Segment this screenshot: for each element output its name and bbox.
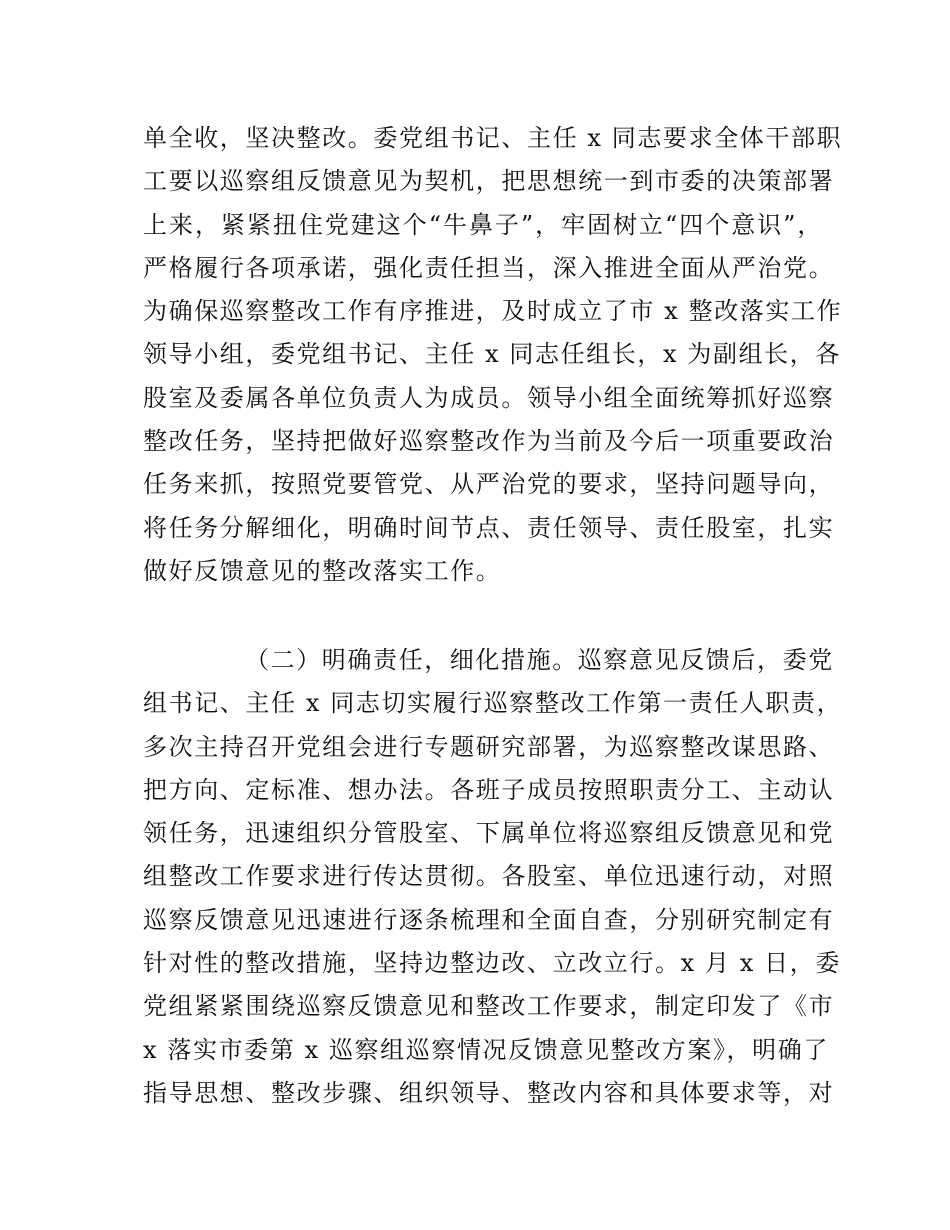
text-line: 单全收，坚决整改。委党组书记、主任 x 同志要求全体干部职	[143, 124, 843, 152]
text-line: 严格履行各项承诺，强化责任担当，深入推进全面从严治党。	[143, 253, 835, 282]
text-line: 组书记、主任 x 同志切实履行巡察整改工作第一责任人职责，	[143, 689, 843, 718]
text-line: 工要以巡察组反馈意见为契机，把思想统一到市委的决策部署	[143, 167, 835, 196]
text-line: 做好反馈意见的整改落实工作。	[143, 556, 502, 585]
text-line: 多次主持召开党组会进行专题研究部署，为巡察整改谋思路、	[143, 732, 835, 761]
text-line: 领任务，迅速组织分管股室、下属单位将巡察组反馈意见和党	[143, 819, 835, 848]
section-heading-line: （二）明确责任，细化措施。巡察意见反馈后，委党	[245, 646, 834, 674]
paragraph-1	[143, 117, 843, 593]
text-line: 领导小组，委党组书记、主任 x 同志任组长，x 为副组长，各	[143, 340, 841, 369]
text-line: 指导思想、整改步骤、组织领导、整改内容和具体要求等，对	[143, 1078, 835, 1107]
text-line: 巡察反馈意见迅速进行逐条梳理和全面自查，分别研究制定有	[143, 905, 835, 934]
text-line: 针对性的整改措施，坚持边整边改、立改立行。x 月 x 日，委	[143, 949, 841, 978]
text-line: 任务来抓，按照党要管党、从严治党的要求，坚持问题导向，	[143, 470, 835, 499]
text-line: 组整改工作要求进行传达贯彻。各股室、单位迅速行动，对照	[143, 862, 835, 891]
text-line: 股室及委属各单位负责人为成员。领导小组全面统筹抓好巡察	[143, 383, 835, 412]
text-line: 整改任务，坚持把做好巡察整改作为当前及今后一项重要政治	[143, 427, 835, 456]
text-line: 把方向、定标准、想办法。各班子成员按照职责分工、主动认	[143, 775, 835, 804]
text-line: 上来，紧紧扭住党建这个“牛鼻子”，牢固树立“四个意识”，	[143, 210, 823, 239]
text-line: 为确保巡察整改工作有序推进，及时成立了市 x 整改落实工作	[143, 297, 843, 326]
text-line: 将任务分解细化，明确时间节点、责任领导、责任股室，扎实	[143, 513, 835, 542]
paragraph-2	[143, 639, 843, 1115]
text-line: x 落实市委第 x 巡察组巡察情况反馈意见整改方案》，明确了	[143, 1035, 829, 1064]
text-line: 党组紧紧围绕巡察反馈意见和整改工作要求，制定印发了《市	[143, 992, 835, 1021]
